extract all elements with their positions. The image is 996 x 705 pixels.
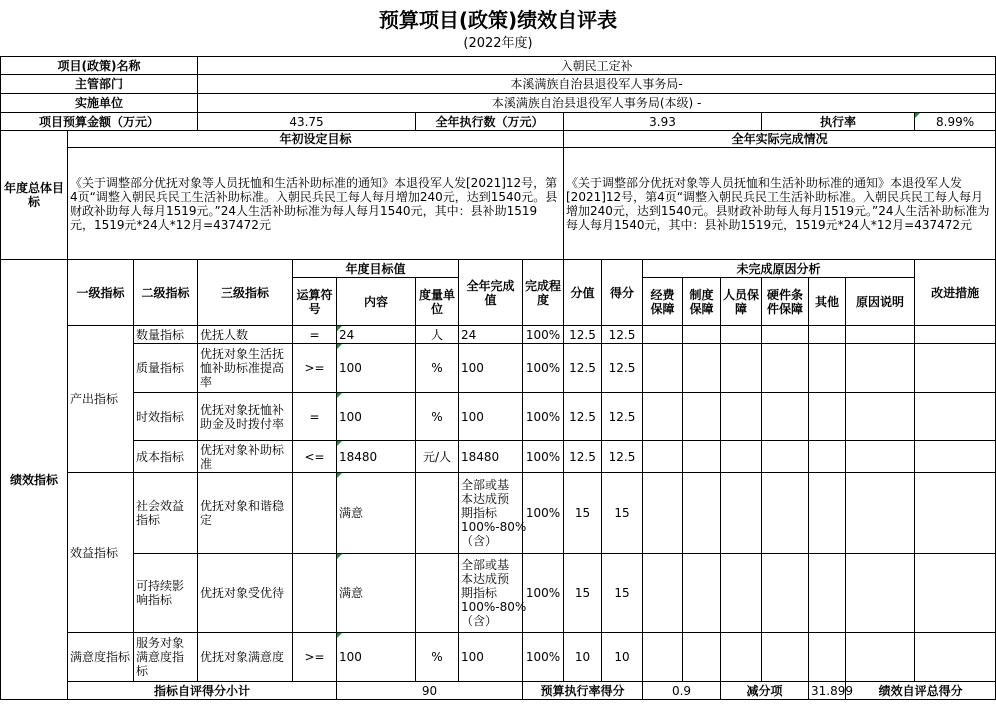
empty-cell (915, 344, 996, 393)
table-row (1, 326, 996, 344)
score-header: 得分 (602, 260, 643, 326)
empty-cell (762, 344, 809, 393)
total-label: 绩效自评总得分 (846, 682, 996, 700)
dept-label: 主管部门 (1, 75, 198, 94)
degree-cell: 100% (523, 633, 564, 682)
degree-header: 完成程度 (523, 260, 564, 326)
row-footer (1, 682, 996, 700)
content-cell: 24 (337, 326, 416, 344)
year-subtitle: (2022年度) (463, 36, 533, 51)
completed-cell: 100 (459, 633, 523, 682)
empty-cell (643, 554, 683, 633)
level3-cell: 优抚对象抚恤补助金及时拨付率 (198, 393, 293, 441)
operator-cell: >= (293, 633, 337, 682)
table-row (1, 633, 996, 682)
empty-cell (762, 441, 809, 473)
degree-cell: 100% (523, 473, 564, 554)
initial-goal-text: 《关于调整部分优抚对象等人员抚恤和生活补助标准的通知》本退役军人发[2021]12号，第4页“调整入朝民兵民工生活补助标准。入朝民兵民工每人每月增加240元，达到1540元。县财政补助每人每月1519元。”24人生活补助标准为每人每月1540元，其中：县补助1519元，1519元*24人*12月=437472元 (68, 148, 564, 260)
row-goals-text (1, 148, 996, 260)
table-row (1, 441, 996, 473)
empty-cell (643, 633, 683, 682)
empty-cell (683, 633, 721, 682)
empty-cell (846, 633, 915, 682)
empty-cell (809, 326, 846, 344)
deduction-value: 31.899 (809, 682, 846, 700)
row-budget (1, 113, 996, 131)
empty-cell (762, 554, 809, 633)
row-dept (1, 75, 996, 94)
level3-cell: 优抚对象受优待 (198, 554, 293, 633)
output-group-label: 产出指标 (68, 326, 134, 473)
operator-cell (293, 554, 337, 633)
level3-cell: 优抚对象生活抚恤补助标准提高率 (198, 344, 293, 393)
empty-cell (915, 554, 996, 633)
reason-analysis-header: 未完成原因分析 (643, 260, 915, 278)
table-row (1, 473, 996, 554)
table-row (1, 393, 996, 441)
level2-cell: 可持续影响指标 (134, 554, 198, 633)
empty-cell (721, 473, 762, 554)
unit-cell (416, 554, 459, 633)
funding-header: 经费保障 (643, 278, 683, 326)
level3-cell: 优抚对象和谐稳定 (198, 473, 293, 554)
improve-header: 改进措施 (915, 260, 996, 326)
completed-cell: 全部或基本达成预期指标100%-80%（含） (459, 554, 523, 633)
value-cell: 10 (564, 633, 602, 682)
level2-cell: 数量指标 (134, 326, 198, 344)
completed-cell: 18480 (459, 441, 523, 473)
content-cell: 满意 (337, 473, 416, 554)
score-cell: 15 (602, 473, 643, 554)
content-cell: 满意 (337, 554, 416, 633)
score-cell: 12.5 (602, 441, 643, 473)
row-goals-header (1, 131, 996, 148)
empty-cell (683, 393, 721, 441)
reason-note-header: 原因说明 (846, 278, 915, 326)
personnel-header: 人员保障 (721, 278, 762, 326)
table-row (1, 344, 996, 393)
hardware-header: 硬件条件保障 (762, 278, 809, 326)
content-header: 内容 (337, 278, 416, 326)
empty-cell (809, 473, 846, 554)
completed-header: 全年完成值 (459, 260, 523, 326)
empty-cell (809, 344, 846, 393)
empty-cell (683, 554, 721, 633)
benefit-group-label: 效益指标 (68, 473, 134, 633)
score-cell: 12.5 (602, 393, 643, 441)
operator-cell: <= (293, 441, 337, 473)
value-cell: 12.5 (564, 441, 602, 473)
empty-cell (846, 554, 915, 633)
completed-cell: 100 (459, 344, 523, 393)
degree-cell: 100% (523, 326, 564, 344)
score-cell: 15 (602, 554, 643, 633)
unit-cell (416, 473, 459, 554)
empty-cell (915, 393, 996, 441)
completed-cell: 全部或基本达成预期指标100%-80%（含） (459, 473, 523, 554)
level3-cell: 优抚对象满意度 (198, 633, 293, 682)
value-cell: 15 (564, 473, 602, 554)
empty-cell (915, 473, 996, 554)
score-cell: 12.5 (602, 326, 643, 344)
empty-cell (643, 344, 683, 393)
empty-cell (762, 393, 809, 441)
evaluation-table (0, 56, 996, 700)
level2-cell: 成本指标 (134, 441, 198, 473)
page-title: 预算项目(政策)绩效自评表 (378, 8, 618, 32)
level1-header: 一级指标 (68, 260, 134, 326)
operator-cell: = (293, 393, 337, 441)
operator-cell: = (293, 326, 337, 344)
level3-header: 三级指标 (198, 260, 293, 326)
budget-score-label: 预算执行率得分 (523, 682, 643, 700)
perf-section-label: 绩效指标 (1, 260, 68, 700)
empty-cell (683, 344, 721, 393)
subtotal-label: 指标自评得分小计 (68, 682, 337, 700)
initial-goal-header: 年初设定目标 (68, 131, 564, 148)
empty-cell (809, 393, 846, 441)
system-header: 制度保障 (683, 278, 721, 326)
operator-cell: >= (293, 344, 337, 393)
rate-label: 执行率 (762, 113, 915, 131)
level3-cell: 优抚对象补助标准 (198, 441, 293, 473)
empty-cell (721, 326, 762, 344)
unit-cell: % (416, 344, 459, 393)
unit-cell: 人 (416, 326, 459, 344)
actual-goal-text: 《关于调整部分优抚对象等人员抚恤和生活补助标准的通知》本退役军人发[2021]12号，第4页“调整入朝民兵民工生活补助标准。入朝民兵民工每人每月增加240元，达到1540元。县财政补助每人每月1519元。”24人生活补助标准为每人每月1540元，其中：县补助1519元，1519元*24人*12月=437472元 (564, 148, 996, 260)
rate-value: 8.99% (915, 113, 996, 131)
unit-cell: % (416, 633, 459, 682)
level2-cell: 质量指标 (134, 344, 198, 393)
empty-cell (721, 633, 762, 682)
budget-score-value: 0.9 (643, 682, 721, 700)
exec-label: 全年执行数（万元） (416, 113, 564, 131)
empty-cell (809, 441, 846, 473)
level2-cell: 服务对象满意度指标 (134, 633, 198, 682)
empty-cell (846, 344, 915, 393)
unit-cell: % (416, 393, 459, 441)
empty-cell (643, 441, 683, 473)
exec-value: 3.93 (564, 113, 762, 131)
level2-header: 二级指标 (134, 260, 198, 326)
empty-cell (762, 326, 809, 344)
empty-cell (915, 633, 996, 682)
satisfaction-group-label: 满意度指标 (68, 633, 134, 682)
completed-cell: 100 (459, 393, 523, 441)
empty-cell (762, 473, 809, 554)
empty-cell (683, 473, 721, 554)
empty-cell (643, 473, 683, 554)
empty-cell (809, 633, 846, 682)
empty-cell (846, 326, 915, 344)
value-cell: 12.5 (564, 393, 602, 441)
deduction-label: 减分项 (721, 682, 809, 700)
value-cell: 12.5 (564, 326, 602, 344)
content-cell: 18480 (337, 441, 416, 473)
empty-cell (683, 326, 721, 344)
empty-cell (915, 441, 996, 473)
level2-cell: 社会效益指标 (134, 473, 198, 554)
row-project-name (1, 57, 996, 75)
goals-section-label: 年度总体目标 (1, 131, 68, 260)
degree-cell: 100% (523, 393, 564, 441)
impl-label: 实施单位 (1, 94, 198, 113)
operator-cell (293, 473, 337, 554)
content-cell: 100 (337, 393, 416, 441)
budget-value: 43.75 (198, 113, 416, 131)
score-cell: 10 (602, 633, 643, 682)
empty-cell (683, 441, 721, 473)
score-cell: 12.5 (602, 344, 643, 393)
empty-cell (721, 441, 762, 473)
empty-cell (846, 441, 915, 473)
score-value-header: 分值 (564, 260, 602, 326)
empty-cell (721, 344, 762, 393)
completed-cell: 24 (459, 326, 523, 344)
actual-goal-header: 全年实际完成情况 (564, 131, 996, 148)
content-cell: 100 (337, 344, 416, 393)
empty-cell (762, 633, 809, 682)
unit-header: 度量单位 (416, 278, 459, 326)
row-impl (1, 94, 996, 113)
impl-value: 本溪满族自治县退役军人事务局(本级) - (198, 94, 996, 113)
project-name-value: 入朝民工定补 (198, 57, 996, 75)
unit-cell: 元/人 (416, 441, 459, 473)
project-name-label: 项目(政策)名称 (1, 57, 198, 75)
row-indicator-header-1 (1, 260, 996, 278)
annual-target-header: 年度目标值 (293, 260, 459, 278)
subtotal-value: 90 (337, 682, 523, 700)
empty-cell (721, 393, 762, 441)
empty-cell (915, 326, 996, 344)
empty-cell (809, 554, 846, 633)
level3-cell: 优抚人数 (198, 326, 293, 344)
empty-cell (643, 393, 683, 441)
value-cell: 15 (564, 554, 602, 633)
budget-label: 项目预算金额（万元） (1, 113, 198, 131)
degree-cell: 100% (523, 554, 564, 633)
content-cell: 100 (337, 633, 416, 682)
empty-cell (643, 326, 683, 344)
other-header: 其他 (809, 278, 846, 326)
empty-cell (721, 554, 762, 633)
degree-cell: 100% (523, 344, 564, 393)
empty-cell (846, 393, 915, 441)
dept-value: 本溪满族自治县退役军人事务局- (198, 75, 996, 94)
degree-cell: 100% (523, 441, 564, 473)
value-cell: 12.5 (564, 344, 602, 393)
operator-header: 运算符号 (293, 278, 337, 326)
empty-cell (846, 473, 915, 554)
level2-cell: 时效指标 (134, 393, 198, 441)
table-row (1, 554, 996, 633)
